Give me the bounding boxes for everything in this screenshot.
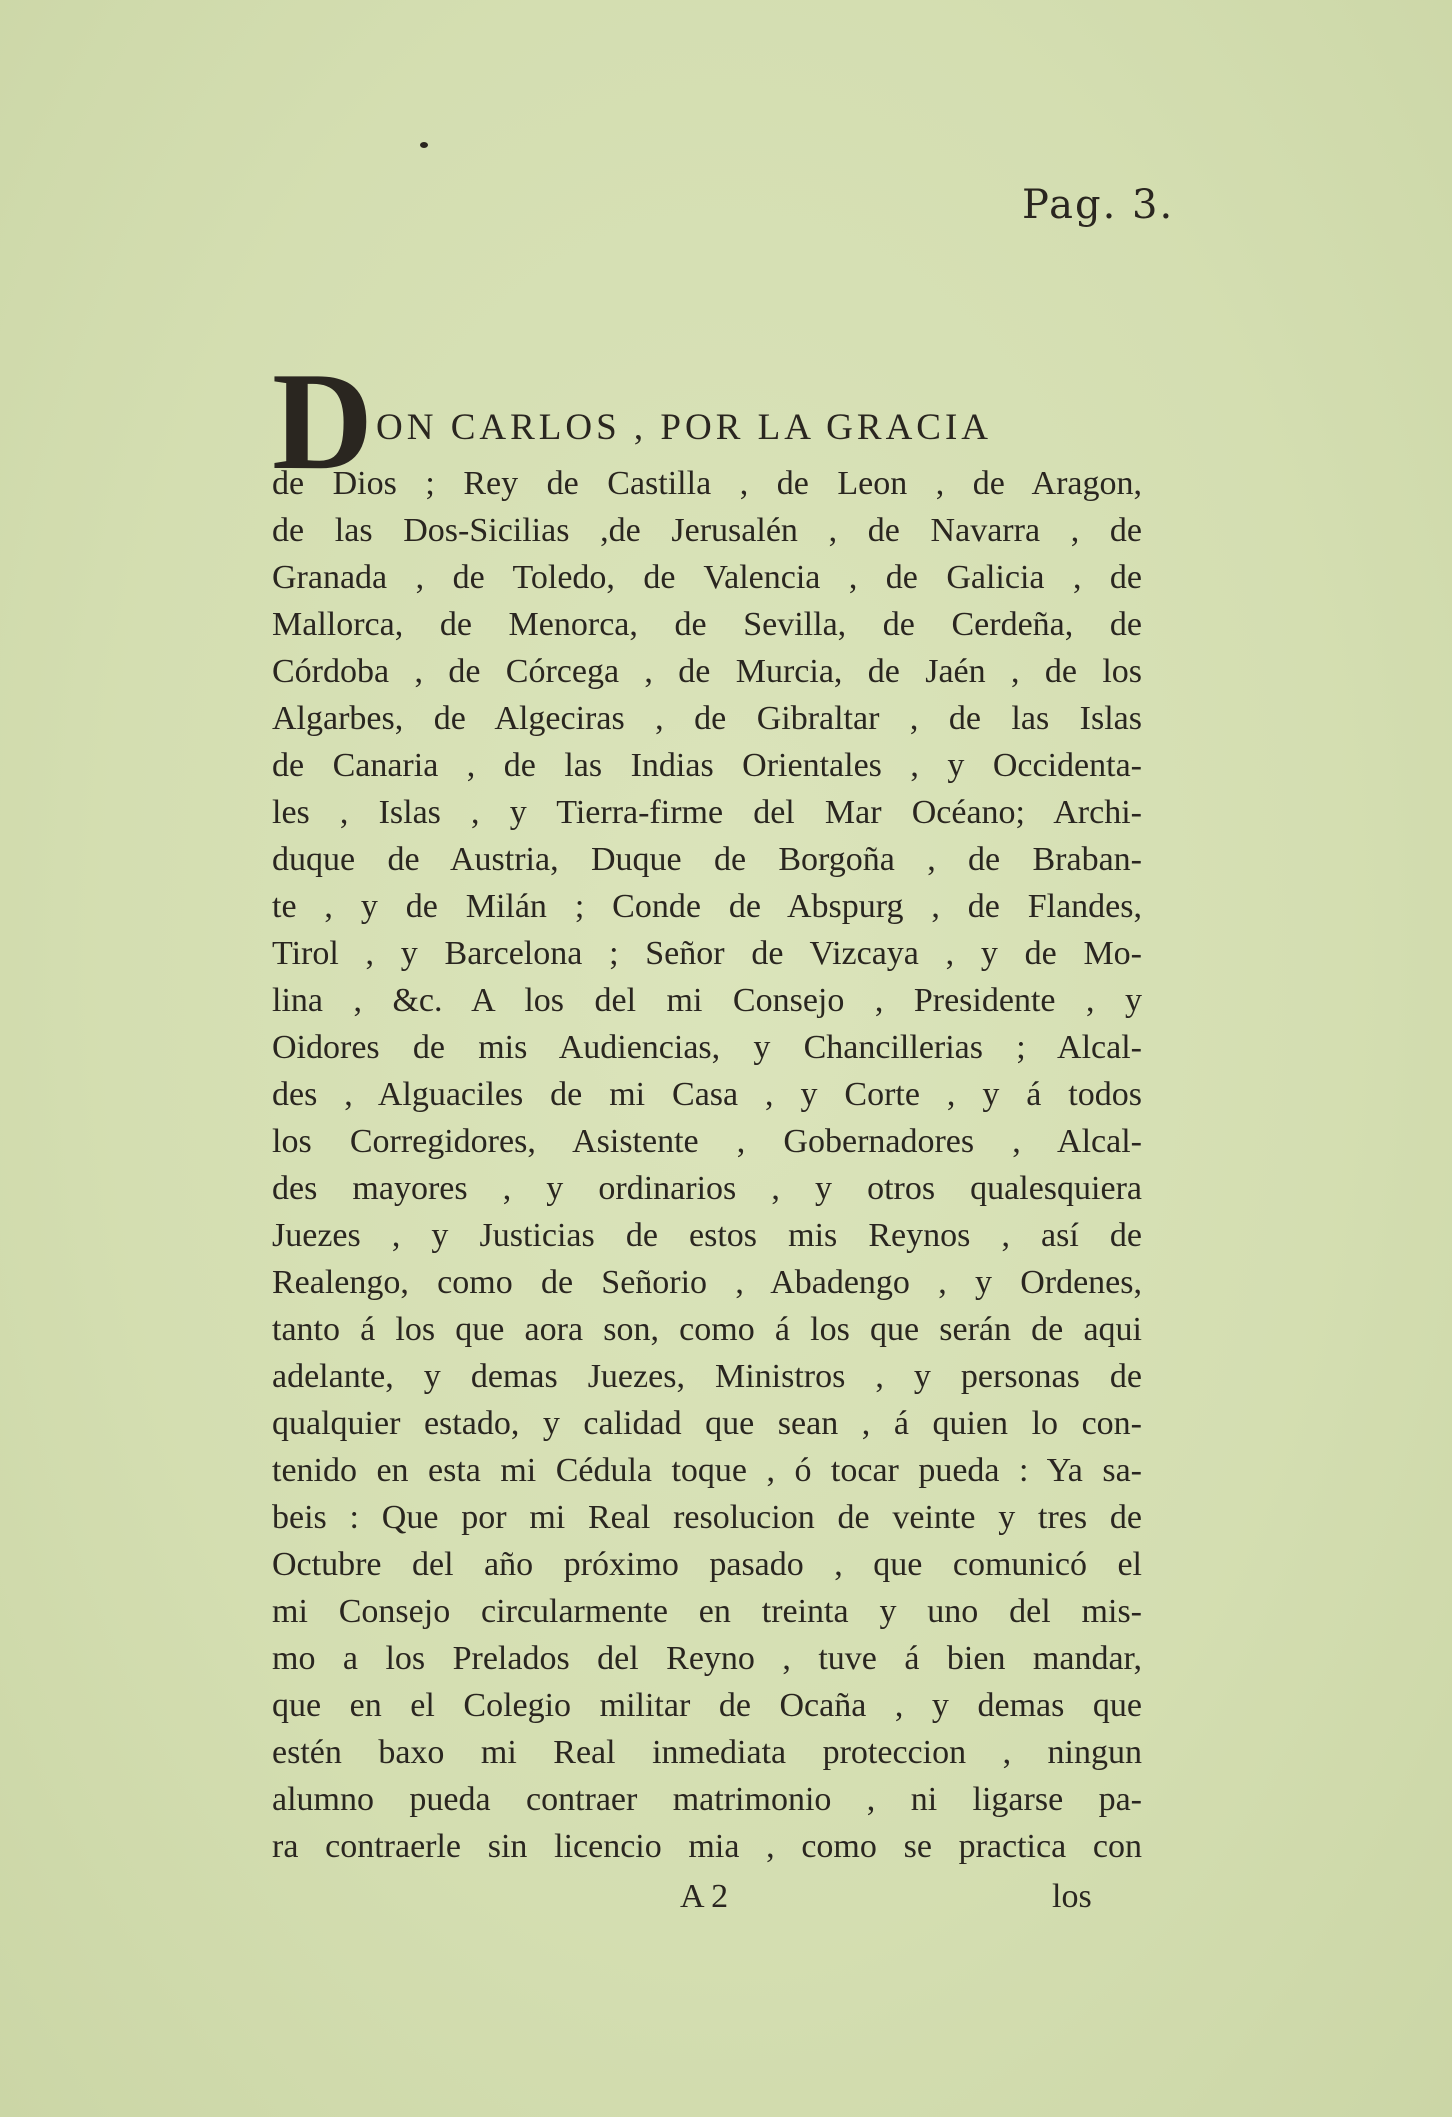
text-line: Tirol , y Barcelona ; Señor de Vizcaya , y de Mo- bbox=[272, 935, 1142, 972]
page-number: Pag. 3. bbox=[1022, 182, 1175, 228]
document-body bbox=[272, 344, 1142, 1870]
text-line: Juezes , y Justicias de estos mis Reynos , así de bbox=[272, 1217, 1142, 1254]
text-line: ra contraerle sin licencio mia , como se practica con bbox=[272, 1828, 1142, 1865]
text-lines bbox=[272, 460, 1142, 1870]
text-line: tenido en esta mi Cédula toque , ó tocar pueda : Ya sa- bbox=[272, 1452, 1142, 1489]
text-line: des mayores , y ordinarios , y otros qualesquiera bbox=[272, 1170, 1142, 1207]
text-line: Oidores de mis Audiencias, y Chancillerias ; Alcal- bbox=[272, 1029, 1142, 1066]
text-line: duque de Austria, Duque de Borgoña , de Braban- bbox=[272, 841, 1142, 878]
signature-mark: A 2 bbox=[680, 1878, 729, 1915]
text-line: de Canaria , de las Indias Orientales , y Occidenta- bbox=[272, 747, 1142, 784]
text-line: te , y de Milán ; Conde de Abspurg , de Flandes, bbox=[272, 888, 1142, 925]
text-line: Octubre del año próximo pasado , que comunicó el bbox=[272, 1546, 1142, 1583]
text-line: Mallorca, de Menorca, de Sevilla, de Cerdeña, de bbox=[272, 606, 1142, 643]
text-line: des , Alguaciles de mi Casa , y Corte , y á todos bbox=[272, 1076, 1142, 1113]
text-line: Granada , de Toledo, de Valencia , de Galicia , de bbox=[272, 559, 1142, 596]
drop-cap: D bbox=[272, 344, 374, 499]
text-line: qualquier estado, y calidad que sean , á quien lo con- bbox=[272, 1405, 1142, 1442]
text-line: los Corregidores, Asistente , Gobernadores , Alcal- bbox=[272, 1123, 1142, 1160]
text-line: Realengo, como de Señorio , Abadengo , y Ordenes, bbox=[272, 1264, 1142, 1301]
text-line: de Dios ; Rey de Castilla , de Leon , de Aragon, bbox=[272, 465, 1142, 502]
catchword: los bbox=[1052, 1878, 1092, 1915]
text-line: tanto á los que aora son, como á los que serán de aqui bbox=[272, 1311, 1142, 1348]
text-line: Córdoba , de Córcega , de Murcia, de Jaén , de los bbox=[272, 653, 1142, 690]
text-line: de las Dos-Sicilias ,de Jerusalén , de Navarra , de bbox=[272, 512, 1142, 549]
text-line: que en el Colegio militar de Ocaña , y demas que bbox=[272, 1687, 1142, 1724]
text-line: adelante, y demas Juezes, Ministros , y personas de bbox=[272, 1358, 1142, 1395]
ink-speck bbox=[420, 142, 428, 148]
text-line: beis : Que por mi Real resolucion de veinte y tres de bbox=[272, 1499, 1142, 1536]
text-line: lina , &c. A los del mi Consejo , Presidente , y bbox=[272, 982, 1142, 1019]
text-line: les , Islas , y Tierra-firme del Mar Océano; Archi- bbox=[272, 794, 1142, 831]
text-line: mi Consejo circularmente en treinta y uno del mis- bbox=[272, 1593, 1142, 1630]
text-line: Algarbes, de Algeciras , de Gibraltar , de las Islas bbox=[272, 700, 1142, 737]
opening-line: ON CARLOS , POR LA GRACIA bbox=[376, 407, 993, 448]
text-line: estén baxo mi Real inmediata proteccion , ningun bbox=[272, 1734, 1142, 1771]
text-line: alumno pueda contraer matrimonio , ni ligarse pa- bbox=[272, 1781, 1142, 1818]
text-line: mo a los Prelados del Reyno , tuve á bien mandar, bbox=[272, 1640, 1142, 1677]
